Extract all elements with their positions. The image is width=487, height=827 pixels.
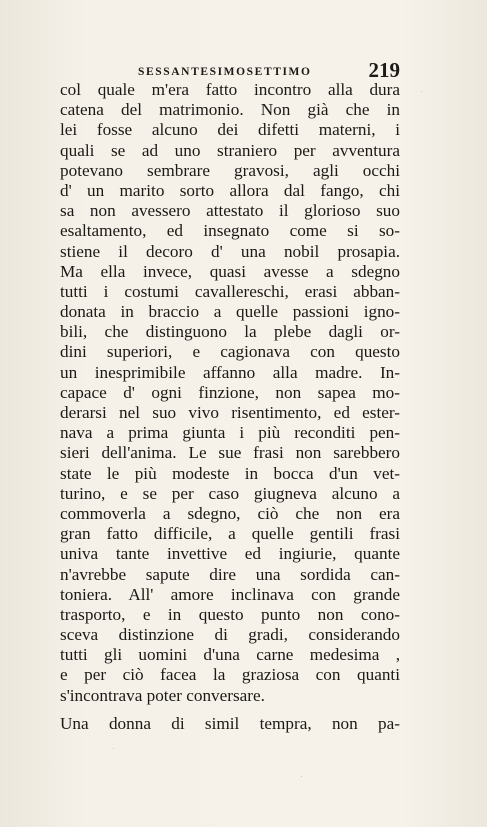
text-line: e per ciò facea la graziosa con quanti [60, 665, 400, 685]
scan-speck [421, 91, 422, 92]
text-line: gran fatto difficile, a quelle gentili frasi [60, 524, 400, 544]
text-line: donata in braccio a quelle passioni igno- [60, 302, 400, 322]
text-line: un inesprimibile affanno alla madre. In- [60, 362, 400, 382]
text-line: sa non avessero attestato il glorioso suo [60, 201, 400, 221]
running-head: SESSANTESIMOSETTIMO [138, 66, 312, 78]
text-line: Una donna di simil tempra, non pa- [60, 713, 400, 733]
text-line: tutti i costumi cavallereschi, erasi abban- [60, 281, 400, 301]
text-line: stiene il decoro d' una nobil prosapia. [60, 241, 400, 261]
text-line: n'avrebbe sapute dire una sordida can- [60, 564, 400, 584]
paragraph-gap [60, 706, 400, 714]
scan-speck [301, 776, 302, 777]
text-line: bili, che distinguono la plebe dagli or- [60, 322, 400, 342]
text-line: potevano sembrare gravosi, agli occhi [60, 160, 400, 180]
text-line: lei fosse alcuno dei difetti materni, i [60, 120, 400, 140]
text-line: derarsi nel suo vivo risentimento, ed ester- [60, 403, 400, 422]
text-line: state le più modeste in bocca d'un vet- [60, 463, 400, 483]
text-line: nava a prima giunta i più reconditi pen- [60, 423, 400, 443]
paragraph-2 [60, 714, 400, 734]
text-line: dini superiori, e cagionava con questo [60, 342, 400, 362]
text-line: esaltamento, ed insegnato come si so- [60, 221, 400, 241]
text-line: sieri dell'anima. Le sue frasi non sarebbero [60, 443, 400, 463]
page-number: 219 [368, 58, 400, 82]
text-line: sceva distinzione di gradi, considerando [60, 625, 400, 645]
text-line: trasporto, e in questo punto non cono- [60, 604, 400, 624]
text-line: d' un marito sorto allora dal fango, chi [60, 180, 400, 200]
text-line: Ma ella invece, quasi avesse a sdegno [60, 261, 400, 281]
scan-speck [113, 748, 114, 749]
text-line: capace d' ogni finzione, non sapea mo- [60, 382, 400, 402]
text-line: tutti gli uomini d'una carne medesima , [60, 645, 400, 665]
text-line: quali se ad uno straniero per avventura [60, 140, 400, 160]
text-line: univa tante invettive ed ingiurie, quante [60, 544, 400, 564]
text-line: commoverla a sdegno, ciò che non era [60, 503, 400, 523]
page-text [60, 80, 400, 734]
text-line: toniera. All' amore inclinava con grande [60, 584, 400, 604]
text-line: catena del matrimonio. Non già che in [60, 100, 400, 120]
text-line: col quale m'era fatto incontro alla dura [60, 80, 400, 99]
text-line: s'incontrava poter conversare. [60, 685, 265, 705]
paragraph-1 [60, 80, 400, 706]
text-line: turino, e se per caso giugneva alcuno a [60, 483, 400, 503]
